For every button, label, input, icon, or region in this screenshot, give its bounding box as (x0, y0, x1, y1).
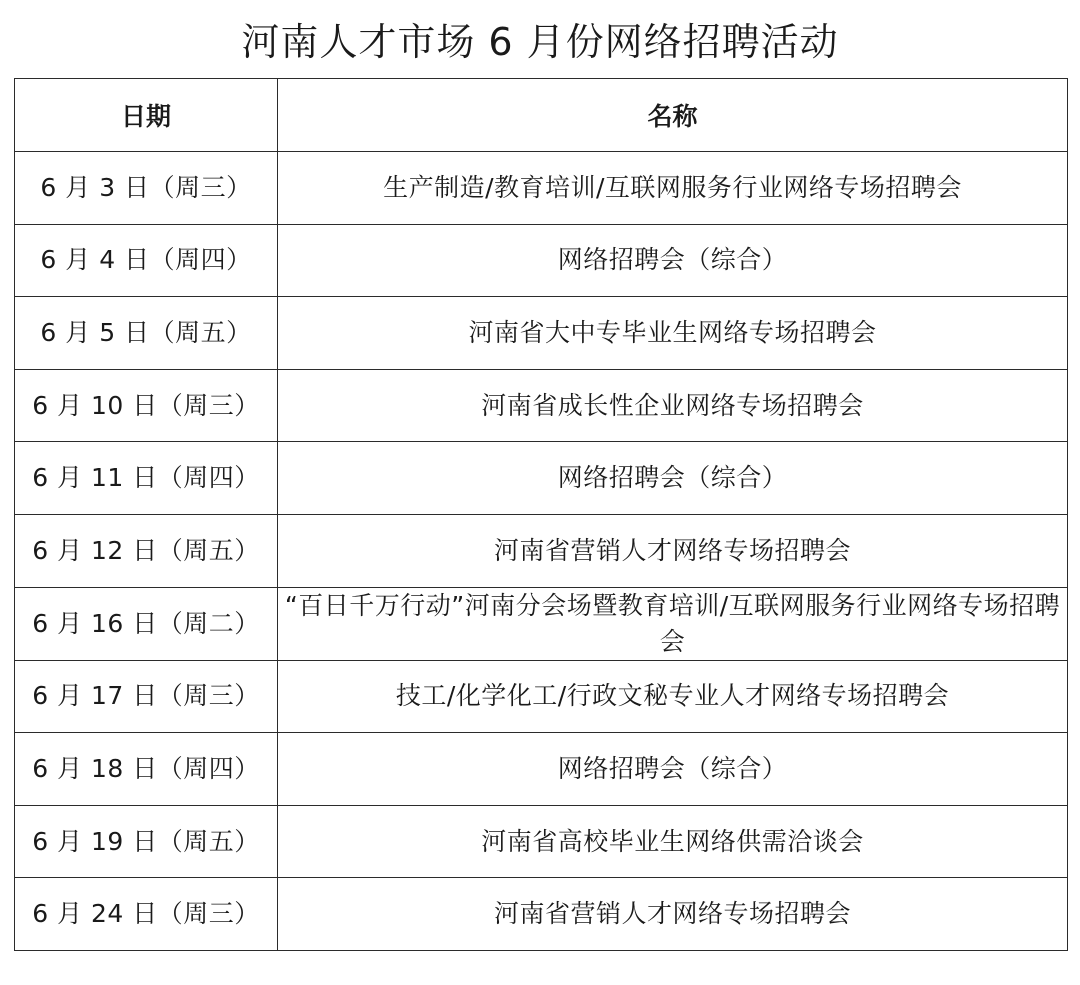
event-name-cell: “百日千万行动”河南分会场暨教育培训/互联网服务行业网络专场招聘会 (278, 587, 1068, 660)
date-cell: 6 月 5 日（周五） (15, 297, 278, 370)
event-name-cell: 河南省成长性企业网络专场招聘会 (278, 369, 1068, 442)
event-name-cell: 河南省营销人才网络专场招聘会 (278, 878, 1068, 951)
date-cell: 6 月 18 日（周四） (15, 733, 278, 806)
event-name-cell: 河南省营销人才网络专场招聘会 (278, 514, 1068, 587)
table-row (15, 224, 1068, 297)
table-row (15, 514, 1068, 587)
date-cell: 6 月 16 日（周二） (15, 587, 278, 660)
table-row (15, 152, 1068, 225)
table-row (15, 587, 1068, 660)
table-row (15, 805, 1068, 878)
date-cell: 6 月 17 日（周三） (15, 660, 278, 733)
table-header-row (15, 79, 1068, 152)
event-name-cell: 网络招聘会（综合） (278, 442, 1068, 515)
page-title: 河南人才市场 6 月份网络招聘活动 (241, 20, 839, 64)
event-name-cell: 河南省高校毕业生网络供需洽谈会 (278, 805, 1068, 878)
date-cell: 6 月 3 日（周三） (15, 152, 278, 225)
event-name-cell: 技工/化学化工/行政文秘专业人才网络专场招聘会 (278, 660, 1068, 733)
date-cell: 6 月 24 日（周三） (15, 878, 278, 951)
date-cell: 6 月 12 日（周五） (15, 514, 278, 587)
table-row (15, 660, 1068, 733)
event-name-cell: 网络招聘会（综合） (278, 733, 1068, 806)
table-row (15, 297, 1068, 370)
name-column-header: 名称 (278, 79, 1068, 152)
event-schedule-table (14, 78, 1068, 951)
table-row (15, 733, 1068, 806)
date-cell: 6 月 4 日（周四） (15, 224, 278, 297)
event-name-cell: 网络招聘会（综合） (278, 224, 1068, 297)
table-row (15, 369, 1068, 442)
date-column-header: 日期 (15, 79, 278, 152)
table-row (15, 442, 1068, 515)
date-cell: 6 月 10 日（周三） (15, 369, 278, 442)
date-cell: 6 月 11 日（周四） (15, 442, 278, 515)
event-name-cell: 河南省大中专毕业生网络专场招聘会 (278, 297, 1068, 370)
event-name-cell: 生产制造/教育培训/互联网服务行业网络专场招聘会 (278, 152, 1068, 225)
table-row (15, 878, 1068, 951)
date-cell: 6 月 19 日（周五） (15, 805, 278, 878)
